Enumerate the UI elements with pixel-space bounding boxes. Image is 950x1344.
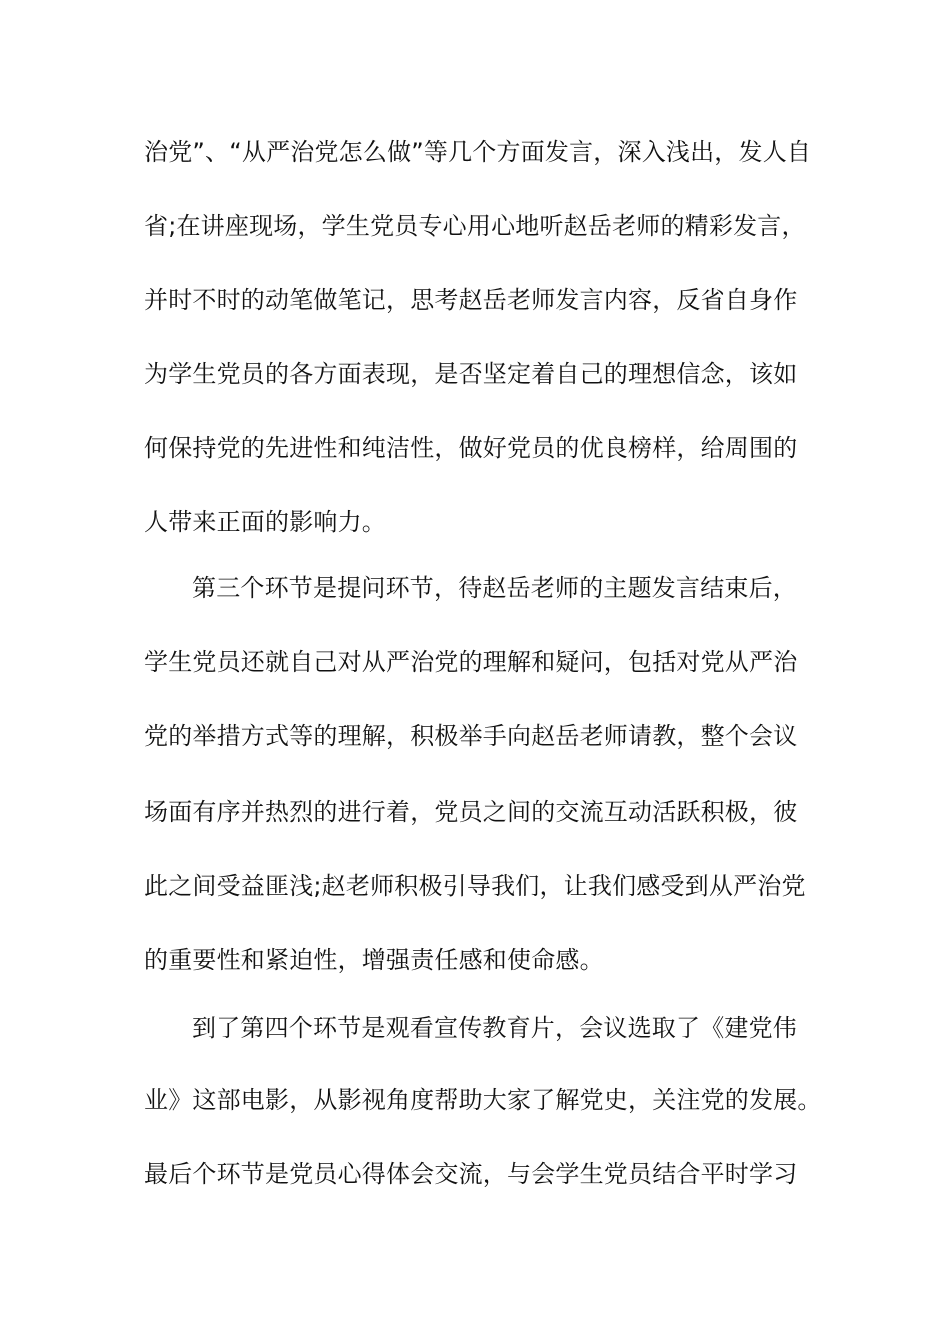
text-line: 的重要性和紧迫性，增强责任感和使命感。: [144, 946, 604, 974]
text-line: 并时不时的动笔做笔记，思考赵岳老师发言内容，反省自身作: [144, 286, 798, 314]
paragraph-first-line: 第三个环节是提问环节，待赵岳老师的主题发言结束后，: [192, 574, 797, 602]
text-line: 场面有序并热烈的进行着，党员之间的交流互动活跃积极，彼: [144, 798, 798, 826]
text-line: 党的举措方式等的理解，积极举手向赵岳老师请教，整个会议: [144, 722, 798, 750]
text-line: 业》这部电影，从影视角度帮助大家了解党史，关注党的发展。: [144, 1086, 822, 1114]
text-line: 此之间受益匪浅;赵老师积极引导我们，让我们感受到从严治党: [144, 872, 806, 900]
text-line: 省;在讲座现场，学生党员专心用心地听赵岳老师的精彩发言，: [144, 212, 806, 240]
text-line: 人带来正面的影响力。: [144, 508, 386, 536]
paragraph-first-line: 到了第四个环节是观看宣传教育片，会议选取了《建党伟: [192, 1014, 797, 1042]
text-line: 何保持党的先进性和纯洁性，做好党员的优良榜样，给周围的: [144, 434, 798, 462]
text-line: 治党”、“从严治党怎么做”等几个方面发言，深入浅出，发人自: [144, 138, 812, 166]
text-line: 为学生党员的各方面表现，是否坚定着自己的理想信念，该如: [144, 360, 798, 388]
text-line: 最后个环节是党员心得体会交流，与会学生党员结合平时学习: [144, 1160, 798, 1188]
text-line: 学生党员还就自己对从严治党的理解和疑问，包括对党从严治: [144, 648, 798, 676]
